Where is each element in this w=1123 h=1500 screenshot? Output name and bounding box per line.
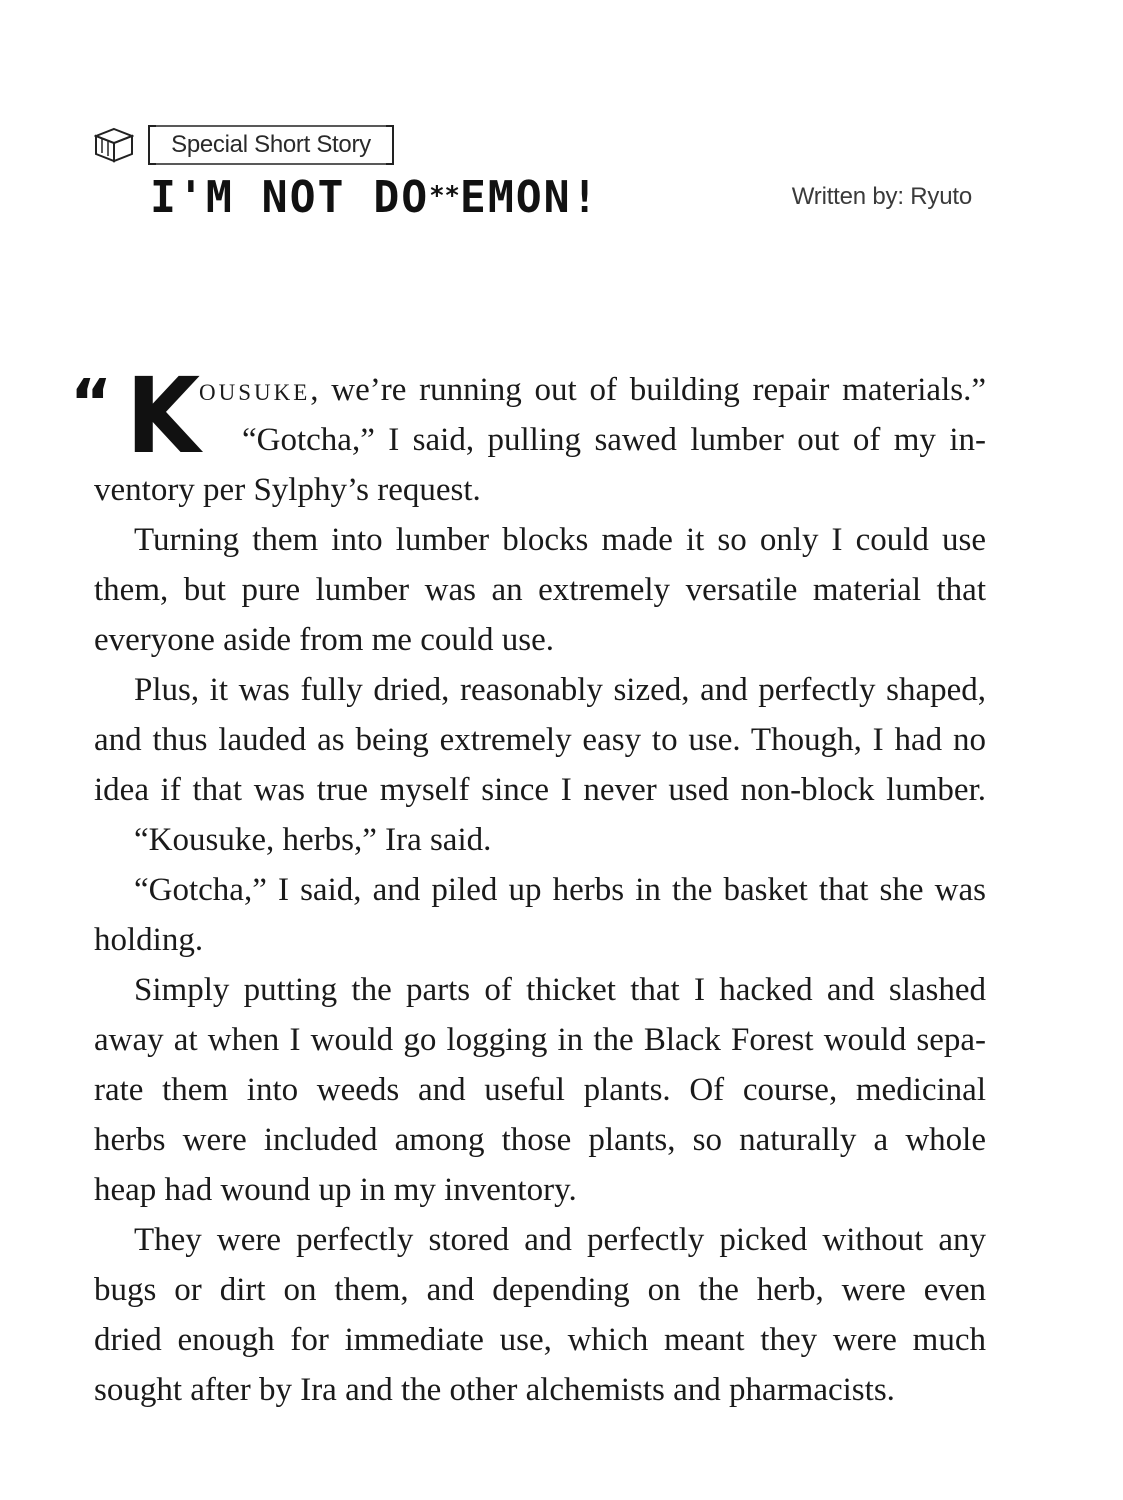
story-line: They were perfectly stored and perfectly picked without any [134, 1222, 986, 1258]
story-line: holding. [94, 922, 204, 958]
story-line: Plus, it was fully dried, reasonably sized, and perfectly shaped, [134, 672, 986, 708]
story-title [150, 172, 599, 223]
story-line: bugs or dirt on them, and depending on the herb, were even [94, 1272, 986, 1308]
story-line: ventory per Sylphy’s request. [94, 472, 481, 508]
byline: Written by: Ryuto [791, 183, 972, 210]
story-line: away at when I would go logging in the Black Forest would sepa- [94, 1022, 986, 1058]
first-word: ousuke [199, 372, 311, 408]
story-line: everyone aside from me could use. [94, 622, 555, 658]
drop-cap: K [126, 355, 201, 477]
story-tag [148, 125, 394, 165]
first-line-rest: , we’re running out of building repair materials.” [310, 372, 986, 408]
title-part-1: I'M NOT DO [150, 172, 430, 223]
story-header [0, 0, 1123, 300]
story-line: “Kousuke, herbs,” Ira said. [134, 822, 492, 858]
story-line: “Gotcha,” I said, and piled up herbs in the basket that she was [134, 872, 986, 908]
story-line: Turning them into lumber blocks made it so only I could use [134, 522, 986, 558]
story-line: “Gotcha,” I said, pulling sawed lumber out of my in- [242, 422, 986, 458]
story-line: heap had wound up in my inventory. [94, 1172, 577, 1208]
story-line: them, but pure lumber was an extremely versatile material that [94, 572, 986, 608]
story-body [94, 355, 986, 1415]
cube-icon [94, 127, 134, 163]
title-part-2: EMON! [459, 172, 600, 223]
opening-quote-mark: “ [70, 367, 113, 441]
story-line: Simply putting the parts of thicket that I hacked and slashed [134, 972, 986, 1008]
story-line: sought after by Ira and the other alchemists and pharmacists. [94, 1372, 895, 1408]
tag-label: Special Short Story [171, 131, 371, 158]
story-line: and thus lauded as being extremely easy to use. Though, I had no [94, 722, 986, 758]
story-line: idea if that was true myself since I never used non-block lumber. [94, 772, 986, 808]
story-line [94, 365, 986, 415]
story-line: dried enough for immediate use, which meant they were much [94, 1322, 986, 1358]
story-line: herbs were included among those plants, so naturally a whole [94, 1122, 986, 1158]
story-line: rate them into weeds and useful plants. Of course, medicinal [94, 1072, 986, 1108]
title-stars: ** [429, 181, 460, 211]
